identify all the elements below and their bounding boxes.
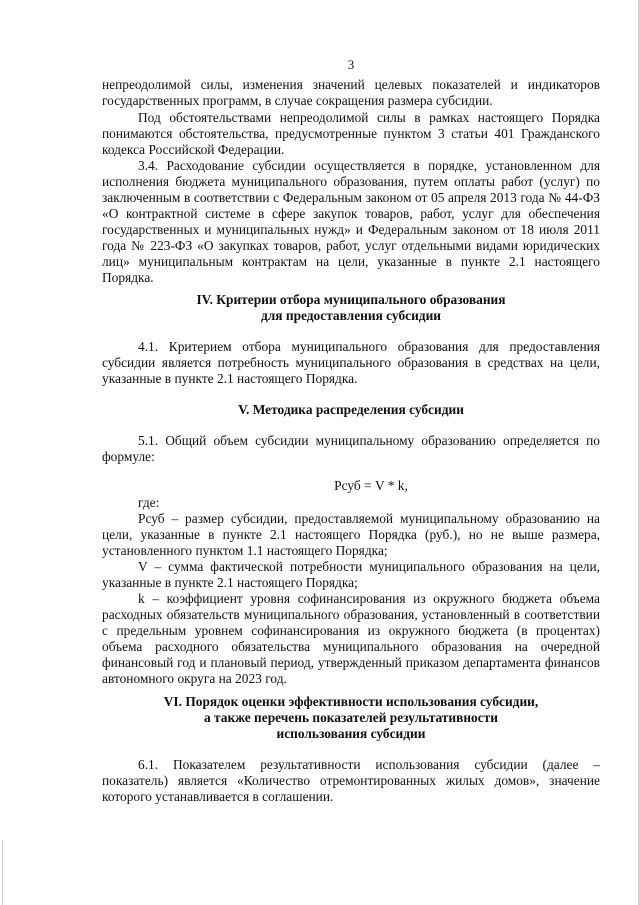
- heading-line: V. Методика распределения субсидии: [238, 402, 464, 417]
- paragraph-text: 6.1. Показателем результативности использования субсидии (далее – показатель) является «Количество отремонтированных жилых домов», значение которого устанавливается в соглашении.: [102, 757, 600, 804]
- definition-k: [102, 591, 600, 687]
- formula: [102, 478, 600, 494]
- paragraph-text: где:: [138, 495, 160, 510]
- paragraph-3-4: [102, 158, 600, 286]
- paragraph-text: k – коэффициент уровня софинансирования из окружного бюджета объема расходных обязательств муниципального образования, установленный в соответствии с предельным уровнем софинансирования из окружного бюджета (в процентах) объема расходного обязательства муниципального образования на очередной финансовый год и плановый период, утвержденный приказом департамента финансов автономного округа на 2023 год.: [102, 591, 600, 686]
- paragraph-text: 4.1. Критерием отбора муниципального образования для предоставления субсидии является потребность муниципального образования в средствах на цели, указанные в пункте 2.1 настоящего Порядка.: [102, 339, 600, 386]
- heading-line: а также перечень показателей результативности: [204, 710, 498, 725]
- scan-edge-left: [2, 840, 3, 905]
- formula-text: Рсуб = V * k,: [334, 478, 408, 493]
- paragraph-text: 3.4. Расходование субсидии осуществляется в порядке, установленном для исполнения бюджета муниципального образования, путем оплаты работ (услуг) по заключенным в соответствии с Федеральным законом от 05 апреля 2013 года № 44-ФЗ «О контрактной системе в сфере закупок товаров, работ, услуг для обеспечения государственных и муниципальных нужд» и Федеральным законом от 18 июля 2011 года № 223-ФЗ «О закупках товаров, работ, услуг отдельными видами юридических лиц» муниципальным контрактам на цели, указанные в пункте 2.1 настоящего Порядка.: [102, 158, 600, 285]
- paragraph-text: Рсуб – размер субсидии, предоставляемой муниципальному образованию на цели, указанные в пункте 2.1 настоящего Порядка (руб.), но не выше размера, установленного пунктом 1.1 настоящего Порядка;: [102, 511, 600, 558]
- paragraph-text: непреодолимой силы, изменения значений целевых показателей и индикаторов государственных программ, в случае сокращения размера субсидии.: [102, 77, 600, 108]
- paragraph-text: V – сумма фактической потребности муниципального образования на цели, указанные в пункте 2.1 настоящего Порядка;: [102, 559, 600, 590]
- paragraph-text: 5.1. Общий объем субсидии муниципальному образованию определяется по формуле:: [102, 433, 600, 464]
- paragraph-continuation: [102, 77, 600, 109]
- heading-section-6: [102, 694, 600, 742]
- paragraph-text: Под обстоятельствами непреодолимой силы в рамках настоящего Порядка понимаются обстоятельства, предусмотренные пунктом 3 статьи 401 Гражданского кодекса Российской Федерации.: [102, 110, 600, 157]
- heading-section-4: [102, 292, 600, 324]
- paragraph-4-1: [102, 339, 600, 387]
- paragraph-6-1: [102, 757, 600, 805]
- heading-section-5: [102, 402, 600, 418]
- definition-v: [102, 559, 600, 591]
- paragraph-5-1: [102, 433, 600, 465]
- definition-p: [102, 511, 600, 559]
- heading-line: VI. Порядок оценки эффективности использования субсидии,: [163, 694, 539, 709]
- paragraph-force-majeure: [102, 110, 600, 158]
- heading-line: использования субсидии: [276, 726, 426, 741]
- heading-line: для предоставления субсидии: [260, 308, 442, 323]
- heading-line: IV. Критерии отбора муниципального образования: [196, 292, 506, 307]
- page-number: 3: [347, 57, 355, 72]
- where-label: [102, 495, 600, 511]
